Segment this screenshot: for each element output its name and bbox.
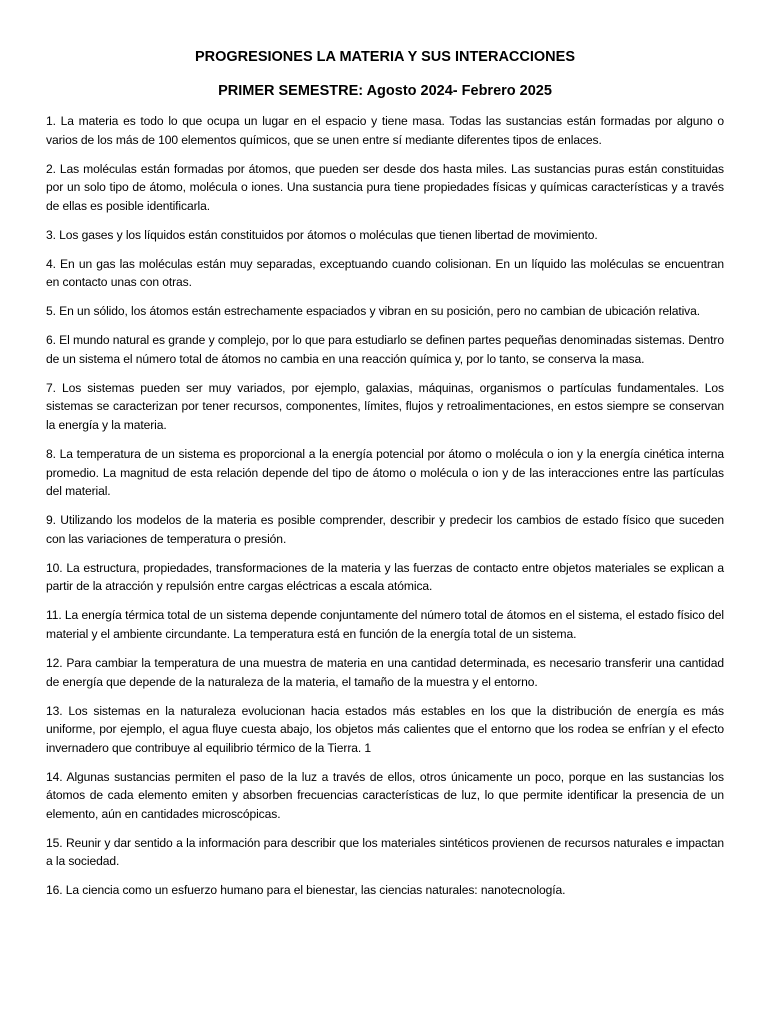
- progression-item-3: 3. Los gases y los líquidos están constituidos por átomos o moléculas que tienen libertad de movimiento.: [46, 227, 598, 242]
- progression-item-1: 1. La materia es todo lo que ocupa un lugar en el espacio y tiene masa. Todas las sustancias están formadas por alguno o varios de los más de 100 elementos químicos, que se unen entre sí mediante diferentes tipos de enlaces.: [46, 114, 724, 147]
- progression-item-5: 5. En un sólido, los átomos están estrechamente espaciados y vibran en su posición, pero no cambian de ubicación relativa.: [46, 304, 701, 319]
- progression-item-13: 13. Los sistemas en la naturaleza evolucionan hacia estados más estables en los que la distribución de energía es más uniforme, por ejemplo, el agua fluye cuesta abajo, los objetos más calientes que el entorno que los rodea se enfrían y el efecto invernadero que contribuye al equilibrio térmico de la Tierra. 1: [46, 703, 724, 755]
- progression-item-11: 11. La energía térmica total de un sistema depende conjuntamente del número total de átomos en el sistema, el estado físico del material y el ambiente circundante. La temperatura está en función de la energía total de un sistema.: [46, 608, 724, 641]
- progression-item-6: 6. El mundo natural es grande y complejo, por lo que para estudiarlo se definen partes pequeñas denominadas sistemas. Dentro de un sistema el número total de átomos no cambia en una reacción química y, por lo tanto, se conserva la masa.: [46, 333, 724, 366]
- progression-item-9: 9. Utilizando los modelos de la materia es posible comprender, describir y predecir los cambios de estado físico que suceden con las variaciones de temperatura o presión.: [46, 513, 724, 546]
- progression-item-16: 16. La ciencia como un esfuerzo humano para el bienestar, las ciencias naturales: nanotecnología.: [46, 883, 566, 898]
- progression-list: [46, 112, 724, 900]
- progression-item-12: 12. Para cambiar la temperatura de una muestra de materia en una cantidad determinada, es necesario transferir una cantidad de energía que depende de la naturaleza de la materia, el tamaño de la muestra y el entorno.: [46, 655, 724, 689]
- progression-item-15: 15. Reunir y dar sentido a la información para describir que los materiales sintéticos provienen de recursos naturales e impactan a la sociedad.: [46, 835, 724, 869]
- progression-item-2: 2. Las moléculas están formadas por átomos, que pueden ser desde dos hasta miles. Las sustancias puras están constituidas por un solo tipo de átomo, molécula o iones. Una sustancia pura tiene propiedades físicas y químicas características y a través de ellas es posible identificarla.: [46, 161, 724, 213]
- progression-item-4: 4. En un gas las moléculas están muy separadas, exceptuando cuando colisionan. En un líquido las moléculas se encuentran en contacto unas con otras.: [46, 256, 724, 290]
- progression-item-8: 8. La temperatura de un sistema es proporcional a la energía potencial por átomo o molécula o ion y la energía cinética interna promedio. La magnitud de esta relación depende del tipo de átomo o molécula o ion y de las interacciones entre las partículas del material.: [46, 447, 724, 499]
- progression-item-14: 14. Algunas sustancias permiten el paso de la luz a través de ellos, otros únicamente un poco, porque en las sustancias los átomos de cada elemento emiten y absorben frecuencias características de luz, lo que permite identificar la presencia de un elemento, aún en cantidades microscópicas.: [46, 769, 724, 821]
- document-subtitle: PRIMER SEMESTRE: Agosto 2024- Febrero 2025: [218, 83, 552, 99]
- progression-item-10: 10. La estructura, propiedades, transformaciones de la materia y las fuerzas de contacto entre objetos materiales se explican a partir de la atracción y repulsión entre cargas eléctricas a escala atómica.: [46, 560, 724, 594]
- document-title: PROGRESIONES LA MATERIA Y SUS INTERACCIONES: [194, 49, 575, 65]
- progression-item-7: 7. Los sistemas pueden ser muy variados, por ejemplo, galaxias, máquinas, organismos o partículas fundamentales. Los sistemas se caracterizan por tener recursos, componentes, límites, flujos y retroalimentaciones, en estos siempre se conservan la energía y la materia.: [46, 380, 724, 433]
